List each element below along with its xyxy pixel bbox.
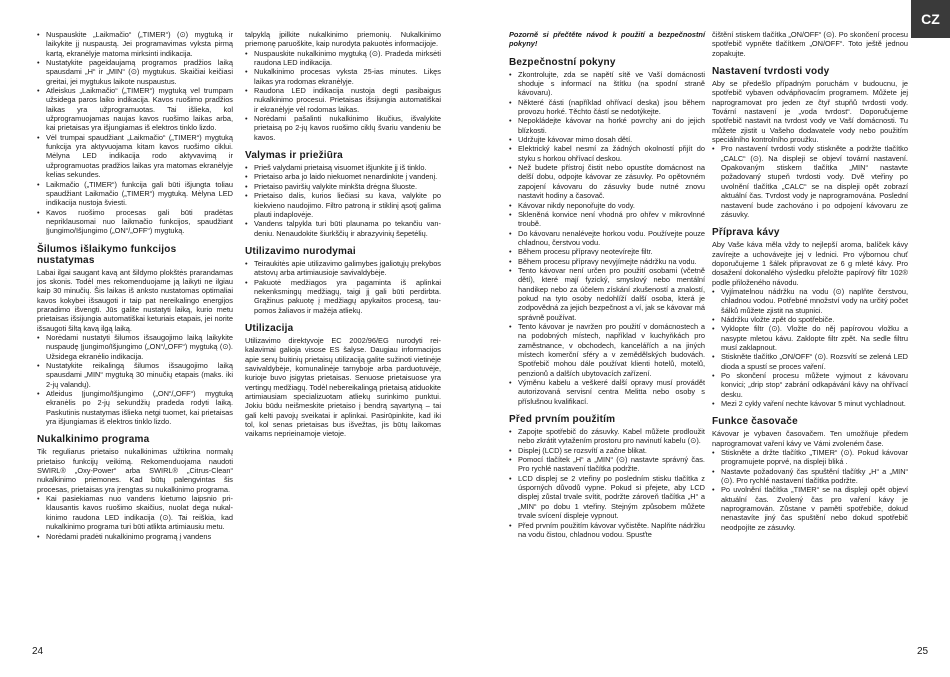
language-tab: CZ xyxy=(911,0,950,38)
list-item: • Vyjímatelnou nádržku na vodu (⊙) naplňte čerstvou, chladnou vodou. Potřebné množství vody na určitý počet šálků můžete zjistit na stupnici. xyxy=(712,287,908,315)
list-item: • Prietaiso arba jo laido niekuomet nenardinkite į vandenį. xyxy=(245,172,441,181)
descaling-steps-list xyxy=(245,49,441,142)
list-item: • Teiraukitės apie utilizavimo galimybes įgaliotųjų prekybos atstovų arba artimiausioje savivaldybėje. xyxy=(245,259,441,278)
section-heading: Funkce časovače xyxy=(712,416,798,428)
paragraph: Labai ilgai saugant kavą ant šildymo plokštės prarandamas jos skonis. Todėl mes rekomenduojame ją laikyti ne ilgiau kaip 30 minučių. Šis laikas iš anksto nustatomas optimaliai kavos kokybei išsaugoti ir taip pat nereikalingo energijos praradimo išvengti. Jūs galite nustatyti laiką, kurio metu prietaisas išsijungia automatiškai keturiais etapais, jei norite išsaugoti šiltą kavą ilgą laiką. xyxy=(37,267,233,333)
timer-steps-list xyxy=(37,30,233,236)
list-item: • Pomocí tlačítek „H“ a „MIN“ (⊙) nastavte správný čas. Pro rychlé nastavení tlačítka podržte. xyxy=(509,455,705,474)
list-item: • Tento kávovar není určen pro použití osobami (včetně dětí), které mají fyzický, smyslový nebo mentální handikep nebo za účelem získání zkušeností a znalostí, pokud na tyto osoby nedohlíží další osoba, která je zodpovědná za jejich bezpečnost a ví, jak se kávovar má správně používat. xyxy=(509,266,705,322)
paragraph: talpyklą įpilkite nukalkinimo priemonių. Nukalkinimo priemonę paruoškite, kaip nurodyta pakuotės informacijoje. xyxy=(245,30,441,49)
section-heading: Před prvním použitím xyxy=(509,414,616,426)
list-item: • Nepokládejte kávovar na horké povrchy ani do jejich blízkosti. xyxy=(509,116,705,135)
list-item: • Vandens talpykla turi būti plaunama po tekančiu vandeniu. Nenaudokite šiurkščių ir abrazyvinių šepetėlių. xyxy=(245,219,441,238)
list-item: • Během procesu přípravy nevyjímejte nádržku na vodu. xyxy=(509,257,705,266)
paragraph: čištění stiskem tlačítka „ON/OFF“ (⊙). Po skončení procesu spotřebič vypněte tlačítkem „ON/OFF“. Toto ještě jednou zopakujte. xyxy=(712,30,908,58)
disposal-list xyxy=(245,259,441,315)
list-item: • Vėl trumpai spaudžiant „Laikmačio“ („TIMER“) mygtuką funkcija yra aktyvuojama kitam kavos ruošimo ciklui. Mėlyna LED indikacija rodo aktyvavimą ir užprogramuotas pradžios laikas yra matomas ekranėlyje kelias sekundes. xyxy=(37,133,233,180)
section-heading: Nukalkinimo programa xyxy=(37,434,150,446)
section-heading: Utilizavimo nurodymai xyxy=(245,245,356,257)
list-item: • Tento kávovar je navržen pro použití v domácnostech a na podobných místech, například v kuchyňkách pro zaměstnance, v obchodech, kancelářích a na jiných místech komerční sféry a v zemědělských budovách. Spotřebič mohou dále používat klienti hotelů, motelů, penzionů a dalších ubytovacích zařízení. xyxy=(509,322,705,378)
list-item: • Prietaiso dalis, kurios liečiasi su kava, valykite po kiekvieno naudojimo. Filtro patroną ir stiklinį ąsotį galima plauti indaplovėje. xyxy=(245,191,441,219)
list-item: • Prietaiso paviršių valykite minkšta drėgna šluoste. xyxy=(245,182,441,191)
list-item: • Nastavte požadovaný čas spuštění tlačítky „H“ a „MIN“ (⊙). Pro rychlé nastavení tlačítka podržte. xyxy=(712,467,908,486)
list-item: • Atleiskus „Laikmačio“ („TIMER“) mygtuką vel trumpam užsidega paros laiko indikacija. Kavos ruošimo pradžios laikas yra užprogramuotas. Tai išlieka, kol užprogramuojamas naujas kavos ruošimo laikas arba, kai prietaisas yra išjungiamas iš elektros tinklo lizdo. xyxy=(37,86,233,133)
list-item: • Pakuotė medžiagos yra pagaminta iš aplinkai nekenksmingų medžiagų, taigi jį gali būti perdirbta. Grąžinus pakuotę į medžiagų apykaitos procesą, taupomos žaliavos ir mažėja atliekų. xyxy=(245,278,441,315)
list-item: • Skleněná konvice není vhodná pro ohřev v mikrovlnné troubě. xyxy=(509,210,705,229)
page-right xyxy=(475,0,950,677)
brewing-list xyxy=(712,287,908,408)
water-hardness-list xyxy=(712,144,908,219)
list-item: • Výměnu kabelu a veškeré další opravy musí provádět autorizovaná servisní centra Melitta nebo osoby s příslušnou kvalifikací. xyxy=(509,378,705,406)
section-heading: Příprava kávy xyxy=(712,227,780,239)
timer-function-list xyxy=(712,448,908,532)
list-item: • Během procesu přípravy neotevírejte filtr. xyxy=(509,247,705,256)
section-heading: Bezpečnostní pokyny xyxy=(509,56,616,68)
list-item: • Než budete přístroj čistit nebo opustíte domácnost na delší dobu, odpojte kávovar ze zásuvky. Po opětovném zapojení kávovaru do zásuvky bude nutné znovu nastavit hodiny a časovač. xyxy=(509,163,705,200)
list-item: • Stiskněte tlačítko „ON/OFF“ (⊙). Rozsvítí se zelená LED dioda a spustí se proces vaření. xyxy=(712,352,908,371)
list-item: • Kavos ruošimo procesas gali būti pradėtas nepriklausomai nuo laikmačio funkcijos, spaudžiant Įjungimo/Išjungimo („ON“/„OFF“) mygtuką. xyxy=(37,208,233,236)
page-number-right: 25 xyxy=(917,646,929,657)
section-heading: Utilizacija xyxy=(245,322,294,334)
descaling-list xyxy=(37,494,233,541)
list-item: • Některé části (například ohřívací deska) jsou během provozu horké. Těchto částí se nedotýkejte. xyxy=(509,98,705,117)
list-item: • Stiskněte a držte tlačítko „TIMER“ (⊙). Pokud kávovar programujete poprvé, na displeji bliká . xyxy=(712,448,908,467)
first-use-list xyxy=(509,427,705,539)
keep-warm-list xyxy=(37,333,233,426)
list-item: • LCD displej se 2 vteřiny po posledním stisku tlačítka z úsporných důvodů vypne. Pokud si přejete, aby LCD displej zůstal trvale svítit, podržte zároveň tlačítka „H“ a „MIN“ po dobu 1 vteřiny. Stejným způsobem můžete trvale svícení displeje vypnout. xyxy=(509,474,705,521)
list-item: • Elektrický kabel nesmí za žádných okolností přijít do styku s horkou ohřívací deskou. xyxy=(509,144,705,163)
column-4 xyxy=(712,30,908,532)
list-item: • Před prvním použitím kávovar vyčistěte. Naplňte nádržku na vodu čistou, chladnou vodou. Spusťte xyxy=(509,521,705,540)
list-item: • Norėdami pašalinti nukalkinimo likučius, išvalykite prietaisą po 2-jų kavos ruošimo ciklų švariu vandeniu be kavos. xyxy=(245,114,441,142)
cleaning-list xyxy=(245,163,441,238)
list-item: • Do kávovaru nenalévejte horkou vodu. Používejte pouze chladnou, čerstvou vodu. xyxy=(509,229,705,248)
list-item: • Nustatykite reikalingą šilumos išsaugojimo laiką spausdami „MIN“ mygtuką 30 minučių etapais (maks. iki 2-jų valandų). xyxy=(37,361,233,389)
list-item: • Laikmačio („TIMER“) funkcija gali būti išjungta toliau spaudžiant Laikmačio („TIMER“) mygtuką. Mėlyna LED indikacija nustoja šviesti. xyxy=(37,180,233,208)
list-item: • Displej (LCD) se rozsvítí a začne blikat. xyxy=(509,446,705,455)
list-item: • Udržujte kávovar mimo dosah dětí. xyxy=(509,135,705,144)
column-1 xyxy=(37,30,233,541)
safety-list xyxy=(509,70,705,406)
paragraph: Aby Vaše káva měla vždy to nejlepší aroma, balíček kávy zavírejte a uchovávejte jej v lednici. Pro výbornou chuť doporučujeme 1 šálek připravovat ze 6 g mleté kávy. Pro dosažení dokonalého výsledku přeložte papírový filtr 102® podle přiloženého návodu. xyxy=(712,240,908,287)
section-heading: Valymas ir priežiūra xyxy=(245,150,343,162)
list-item: • Nustatykite pageidaujamą programos pradžios laiką spausdami „H“ ir „MIN“ (⊙) mygtukus. Skaičiai keičiasi greitai, jei mygtukus laikote nuspaustus. xyxy=(37,58,233,86)
list-item: • Kai pasiekiamas nuo vandens kietumo laipsnio priklausantis kavos ruošimo skaičius, nuolat dega nukalkinimo raudona LED indikacija (⊙). Tai reiškia, kad nukalkinimo programa turi būti atlikta artimiausiu metu. xyxy=(37,494,233,531)
warning-note: Pozorně si přečtěte návod k použití a bezpečnostní pokyny! xyxy=(509,30,705,49)
list-item: • Norėdami nustatyti šilumos išsaugojimo laiką laikykite nuspaudę Įjungimo/Išjungimo („ON“/„OFF“) mygtuką (⊙). Užsidega ekranėlio indikacija. xyxy=(37,333,233,361)
list-item: • Prieš valydami prietaisą visuomet išjunkite jį iš tinklo. xyxy=(245,163,441,172)
list-item: • Pro nastavení tvrdosti vody stiskněte a podržte tlačítko „CALC“ (⊙). Na displeji se objeví tovární nastavení. Opakovaným stiskem tlačítka „MIN“ nastavte požadovaný stupeň tvrdosti vody. Dvě vteřiny po uvolnění tlačítka „CALC“ se na displeji opět zobrazí aktuální čas. Tvrdost vody je naprogramována. Poslední nastavení bude zachováno i po odpojení kávovaru ze zásuvky. xyxy=(712,144,908,219)
list-item: • Norėdami pradėti nukalkinimo programą į vandens xyxy=(37,532,233,541)
list-item: • Nuspauskite nukalkinimo mygtuką (⊙). Pradeda mirksėti raudona LED indikacija. xyxy=(245,49,441,68)
list-item: • Nuspauskite „Laikmačio“ („TIMER“) (⊙) mygtuką ir laikykite jį nuspaustą. Jei programavimas vyksta pirmą kartą, ekranėlyje matoma mirksinti indikacija. xyxy=(37,30,233,58)
list-item: • Vyklopte filtr (⊙). Vložte do něj papírovou vložku a nasypte mletou kávu. Zaklopte filtr zpět. Na sedle filtru musí zaklapnout. xyxy=(712,324,908,352)
list-item: • Raudona LED indikacija nustoja degti pasibaigus nukalkinimo procesui. Prietaisas išsijungia automatiškai ir ekranėlyje vėl rodomas laikas. xyxy=(245,86,441,114)
page-number-left: 24 xyxy=(32,646,44,657)
list-item: • Po uvolnění tlačítka „TIMER“ se na displeji opět objeví aktuální čas. Zvolený čas pro vaření kávy je naprogramován. Zůstane v paměti spotřebiče, dokud nenastavíte jiný čas spuštění nebo dokud spotřebič neodpojíte ze zásuvky. xyxy=(712,485,908,532)
section-heading: Šilumos išlaikymo funkcijos nustatymas xyxy=(37,243,177,266)
list-item: • Nukalkinimo procesas vyksta 25-ias minutes. Likęs laikas yra rodomas ekranėlyje. xyxy=(245,67,441,86)
list-item: • Po skončení procesu můžete vyjmout z kávovaru konvici; „drip stop“ zabrání odkapávání kávy na ohřívací desku. xyxy=(712,371,908,399)
paragraph: Aby se předešlo případným poruchám v budoucnu, je spotřebič vybaven odvápňovacím programem. Můžete jej naprogramovat pro jeden ze čtyř stupňů tvrdosti vody. Tovární nastavení je „voda tvrdost“. Doporučujeme spotřebič nastavit na tvrdost vody ve Vaší domácnosti. Tu můžete zjistit u Vašeho dodavatele vody nebo použitím speciálního kontrolního proužku. xyxy=(712,79,908,145)
paragraph: Kávovar je vybaven časovačem. Ten umožňuje předem naprogramovat vaření kávy ve Vámi zvoleném čase. xyxy=(712,429,908,448)
list-item: • Zkontrolujte, zda se napětí sítě ve Vaší domácnosti shoduje s informací na štítku (na spodní straně kávovaru). xyxy=(509,70,705,98)
list-item: • Atleidus Įjungimo/Išjungimo („ON“/„OFF“) mygtuką ekranėlis po 2-jų sekundžių pradeda rodyti laiką. Paskutinis nustatymas išlieka netgi tuomet, kai prietaisas yra išjungiamas iš elektros tinklo lizdo. xyxy=(37,389,233,426)
section-heading: Nastavení tvrdosti vody xyxy=(712,66,830,78)
list-item: • Mezi 2 cykly vaření nechte kávovar 5 minut vychladnout. xyxy=(712,399,908,408)
column-2 xyxy=(245,30,441,439)
list-item: • Kávovar nikdy neponořujte do vody. xyxy=(509,201,705,210)
list-item: • Zapojte spotřebič do zásuvky. Kabel můžete prodloužit nebo zkrátit vytažením prostoru pro navinutí kabelu (⊙). xyxy=(509,427,705,446)
column-3 xyxy=(509,30,705,539)
list-item: • Nádržku vložte zpět do spotřebiče. xyxy=(712,315,908,324)
paragraph: Utilizavimo direktyvoje EC 2002/96/EG nurodyti reikalavimai galioja visose ES šalyse. Daugiau informacijos apie senų buitinių prietaisų utilizaciją galite sužinoti vietinėje savivaldybėje, komunalinėje tarnyboje arba parduotuvėje, kurioje buvo įsigytas prietaisas. Senuose prietaisuose yra vertingų medžiagų. Todėl nebereikalingą prietaisą atiduokite artimiausiam specializuotam atliekų surinkimo punktui. Jokiu būdu neišmeskite prietaiso į bendrą sąvartyną – tai gali kelti pavojų sveikatai ir aplinkai. Pasirūpinkite, kad iki tol, kol senas prietaisas bus išvežtas, jis būtų laikomas vaikams neprieinamoje vietoje. xyxy=(245,335,441,439)
paragraph: Tik reguliarus prietaiso nukalkinimas užtikrina normalų prietaiso funkcijų veikimą. Rekomenduojama naudoti SWIRL® „Oxy-Power“ arba SWIRL® „Citrus-Clean“ nukalkinimo priemones. Kad būtų palengvintas šis procesas, prietaisas yra įrengtas su nukalkinimo programa. xyxy=(37,447,233,494)
